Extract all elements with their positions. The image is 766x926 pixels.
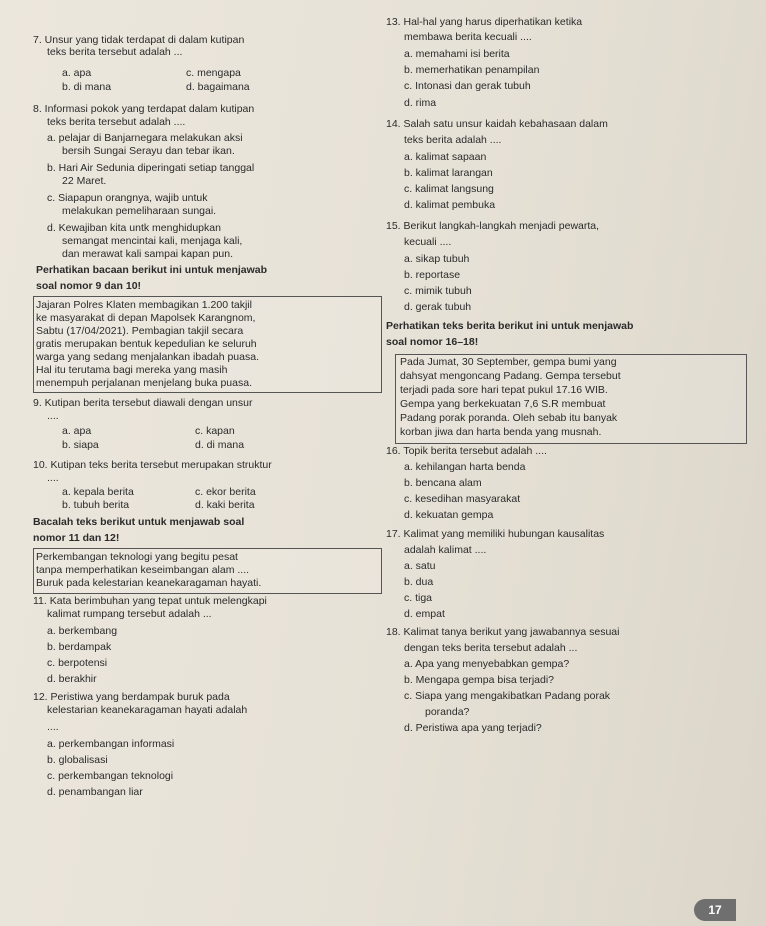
right-text-line: membawa berita kecuali .... xyxy=(404,31,532,43)
left-text-line: 11. Kata berimbuhan yang tepat untuk melengkapi xyxy=(33,595,267,607)
left-text-line: 7. Unsur yang tidak terdapat di dalam kutipan xyxy=(33,34,245,46)
right-text-line: 17. Kalimat yang memiliki hubungan kausalitas xyxy=(386,528,605,540)
left-text-line: 22 Maret. xyxy=(62,175,107,187)
left-text-line: Sabtu (17/04/2021). Pembagian takjil secara xyxy=(36,325,244,337)
right-text-line: 16. Topik berita tersebut adalah .... xyxy=(386,445,547,457)
right-text-line: d. Peristiwa apa yang terjadi? xyxy=(404,722,542,734)
right-text-line: 14. Salah satu unsur kaidah kebahasaan dalam xyxy=(386,118,608,130)
left-text-line: d. berakhir xyxy=(47,673,97,685)
right-text-line: adalah kalimat .... xyxy=(404,544,487,556)
left-text-line: Perhatikan bacaan berikut ini untuk menjawab xyxy=(36,264,268,276)
right-text-line: c. mimik tubuh xyxy=(404,285,472,297)
right-text-line: c. kalimat langsung xyxy=(404,183,494,195)
page-number: 17 xyxy=(694,899,736,921)
left-text-line: c. kapan xyxy=(195,425,235,437)
right-text-line: 13. Hal-hal yang harus diperhatikan ketika xyxy=(386,16,583,28)
right-text-line: c. Intonasi dan gerak tubuh xyxy=(404,80,531,92)
left-text-line: c. berpotensi xyxy=(47,657,108,669)
left-text-line: a. pelajar di Banjarnegara melakukan aksi xyxy=(47,132,243,144)
left-text-line: .... xyxy=(47,472,59,484)
left-text-line: tanpa memperhatikan keseimbangan alam .... xyxy=(36,564,250,576)
left-text-line: c. perkembangan teknologi xyxy=(47,770,174,782)
right-text-line: b. kalimat larangan xyxy=(404,167,493,179)
left-text-line: b. siapa xyxy=(62,439,99,451)
left-text-line: melakukan pemeliharaan sungai. xyxy=(62,205,217,217)
right-text-line: d. kalimat pembuka xyxy=(404,199,496,211)
left-text-line: semangat mencintai kali, menjaga kali, xyxy=(62,235,243,247)
left-text-line: warga yang sedang menjalankan ibadah puasa. xyxy=(36,351,259,363)
left-text-line: dan merawat kali sampai kapan pun. xyxy=(62,248,234,260)
left-text-line: d. Kewajiban kita untk menghidupkan xyxy=(47,222,221,234)
left-text-line: teks berita tersebut adalah .... xyxy=(47,116,186,128)
left-text-line: bersih Sungai Serayu dan tebar ikan. xyxy=(62,145,235,157)
left-text-line: a. apa xyxy=(62,67,92,79)
left-text-line: Hal itu terutama bagi mereka yang masih xyxy=(36,364,228,376)
left-text-line: soal nomor 9 dan 10! xyxy=(36,280,142,292)
left-text-line: 12. Peristiwa yang berdampak buruk pada xyxy=(33,691,230,703)
right-text-line: c. Siapa yang mengakibatkan Padang porak xyxy=(404,690,611,702)
right-text-line: a. kalimat sapaan xyxy=(404,151,487,163)
right-text-line: Gempa yang berkekuatan 7,6 S.R membuat xyxy=(400,398,606,410)
right-text-line: a. kehilangan harta benda xyxy=(404,461,526,473)
left-text-line: c. Siapapun orangnya, wajib untuk xyxy=(47,192,208,204)
right-text-line: d. gerak tubuh xyxy=(404,301,472,313)
right-text-line: d. rima xyxy=(404,97,437,109)
left-text-line: b. globalisasi xyxy=(47,754,108,766)
right-text-line: 18. Kalimat tanya berikut yang jawabannya sesuai xyxy=(386,626,620,638)
left-text-line: 10. Kutipan teks berita tersebut merupakan struktur xyxy=(33,459,272,471)
right-text-line: b. Mengapa gempa bisa terjadi? xyxy=(404,674,555,686)
left-text-line: .... xyxy=(47,721,59,733)
left-text-line: c. ekor berita xyxy=(195,486,256,498)
left-text-line: d. bagaimana xyxy=(186,81,250,93)
left-text-line: b. di mana xyxy=(62,81,112,93)
right-text-line: a. satu xyxy=(404,560,436,572)
left-text-line: Perkembangan teknologi yang begitu pesat xyxy=(36,551,238,563)
left-text-line: kalimat rumpang tersebut adalah ... xyxy=(47,608,212,620)
left-text-line: menempuh perjalanan menjelang buka puasa. xyxy=(36,377,252,389)
right-text-line: 15. Berikut langkah-langkah menjadi pewarta, xyxy=(386,220,600,232)
left-text-line: gratis merupakan bentuk kepedulian ke seluruh xyxy=(36,338,257,350)
left-text-line: b. Hari Air Sedunia diperingati setiap tanggal xyxy=(47,162,255,174)
left-text-line: d. kaki berita xyxy=(195,499,255,511)
left-text-line: nomor 11 dan 12! xyxy=(33,532,120,544)
right-text-line: a. memahami isi berita xyxy=(404,48,510,60)
right-text-line: c. tiga xyxy=(404,592,433,604)
right-text-line: b. memerhatikan penampilan xyxy=(404,64,540,76)
left-text-line: 9. Kutipan berita tersebut diawali dengan unsur xyxy=(33,397,253,409)
right-text-line: korban jiwa dan harta benda yang musnah. xyxy=(400,426,602,438)
left-text-line: Bacalah teks berikut untuk menjawab soal xyxy=(33,516,245,528)
right-text-line: Perhatikan teks berita berikut ini untuk menjawab xyxy=(386,320,634,332)
right-text-line: b. bencana alam xyxy=(404,477,482,489)
left-text-line: 8. Informasi pokok yang terdapat dalam kutipan xyxy=(33,103,255,115)
right-text-line: a. sikap tubuh xyxy=(404,253,470,265)
left-text-line: teks berita tersebut adalah ... xyxy=(47,46,183,58)
left-text-line: b. berdampak xyxy=(47,641,112,653)
left-text-line: c. mengapa xyxy=(186,67,241,79)
right-text-line: c. kesedihan masyarakat xyxy=(404,493,521,505)
left-text-line: ke masyarakat di depan Mapolsek Karangnom, xyxy=(36,312,256,324)
right-text-line: kecuali .... xyxy=(404,236,452,248)
left-text-line: .... xyxy=(47,410,59,422)
right-text-line: d. empat xyxy=(404,608,445,620)
left-text-line: kelestarian keanekaragaman hayati adalah xyxy=(47,704,248,716)
left-text-line: a. perkembangan informasi xyxy=(47,738,175,750)
left-text-line: Buruk pada kelestarian keanekaragaman hayati. xyxy=(36,577,262,589)
right-text-line: poranda? xyxy=(425,706,470,718)
left-text-line: a. kepala berita xyxy=(62,486,134,498)
right-text-line: d. kekuatan gempa xyxy=(404,509,494,521)
right-text-line: b. reportase xyxy=(404,269,461,281)
left-text-line: d. di mana xyxy=(195,439,245,451)
right-text-line: Pada Jumat, 30 September, gempa bumi yang xyxy=(400,356,617,368)
right-text-line: soal nomor 16–18! xyxy=(386,336,479,348)
right-text-line: terjadi pada sore hari tepat pukul 17.16 WIB. xyxy=(400,384,608,396)
right-text-line: dengan teks berita tersebut adalah ... xyxy=(404,642,578,654)
right-text-line: b. dua xyxy=(404,576,434,588)
right-text-line: teks berita adalah .... xyxy=(404,134,502,146)
left-text-line: a. apa xyxy=(62,425,92,437)
left-text-line: Jajaran Polres Klaten membagikan 1.200 takjil xyxy=(36,299,252,311)
right-text-line: a. Apa yang menyebabkan gempa? xyxy=(404,658,570,670)
right-text-line: dahsyat mengoncang Padang. Gempa tersebut xyxy=(400,370,621,382)
left-text-line: b. tubuh berita xyxy=(62,499,130,511)
left-text-line: d. penambangan liar xyxy=(47,786,143,798)
right-text-line: Padang porak poranda. Oleh sebab itu banyak xyxy=(400,412,618,424)
left-text-line: a. berkembang xyxy=(47,625,118,637)
